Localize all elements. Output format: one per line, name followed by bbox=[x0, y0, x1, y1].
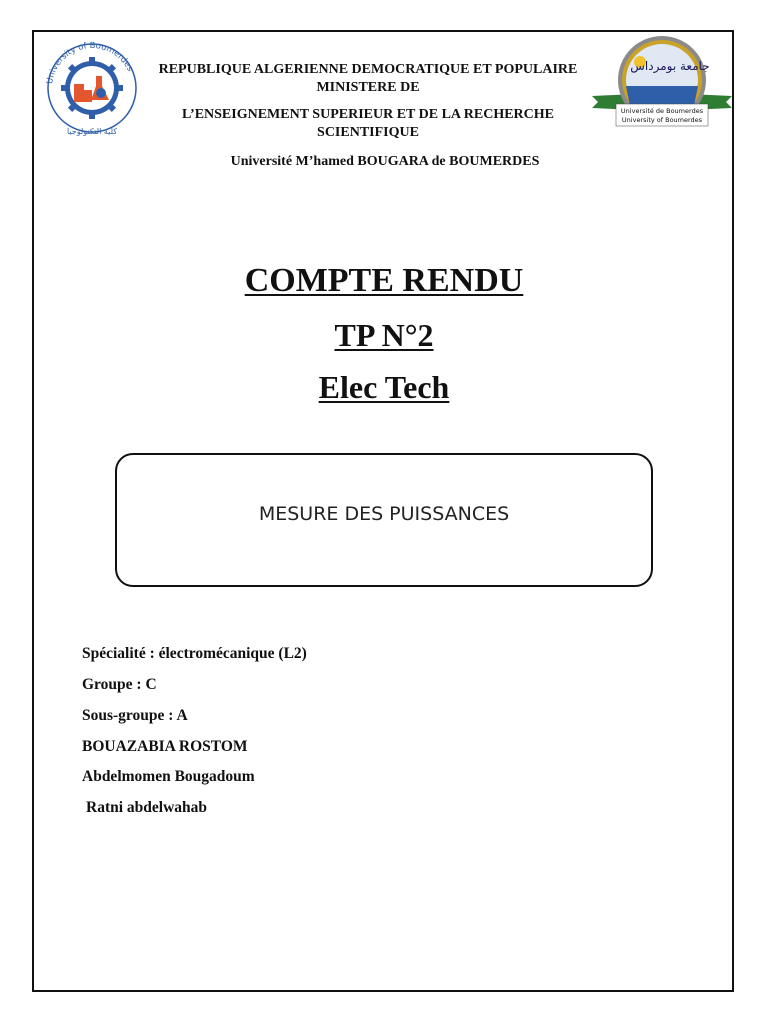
info-specialty: Spécialité : électromécanique (L2) bbox=[82, 645, 307, 662]
subject-title: MESURE DES PUISSANCES bbox=[258, 503, 510, 525]
student-name-2: Abdelmomen Bougadoum bbox=[82, 768, 255, 785]
student-name-3: Ratni abdelwahab bbox=[86, 799, 208, 816]
faculty-logo bbox=[38, 34, 146, 142]
report-title: COMPTE RENDU bbox=[244, 262, 524, 299]
logo-line-1: Université de Boumerdes bbox=[620, 107, 704, 115]
university-emblem-icon bbox=[590, 34, 734, 134]
logo-line-2: University of Boumerdes bbox=[621, 116, 703, 124]
subject-box bbox=[115, 453, 653, 587]
faculty-emblem-icon bbox=[38, 34, 146, 142]
header-university: Université M’hamed BOUGARA de BOUMERDES bbox=[230, 154, 540, 169]
module-name: Elec Tech bbox=[318, 369, 450, 405]
info-subgroup: Sous-groupe : A bbox=[82, 707, 188, 724]
header-republic: REPUBLIQUE ALGERIENNE DEMOCRATIQUE ET POPULAIRE MINISTERE DE bbox=[158, 62, 578, 95]
info-group: Groupe : C bbox=[82, 676, 157, 693]
header-ministry: L’ENSEIGNEMENT SUPERIEUR ET DE LA RECHERCHE SCIENTIFIQUE bbox=[181, 107, 554, 140]
university-logo bbox=[590, 34, 734, 134]
logo-arabic-name: جامعة بومرداس bbox=[630, 59, 710, 73]
logo-ring-text-left: University of Boumerdes bbox=[45, 40, 135, 85]
logo-ring-text-bottom: كلية التكنولوجيا bbox=[66, 127, 118, 136]
student-name-1: BOUAZABIA ROSTOM bbox=[82, 738, 248, 755]
tp-number: TP N°2 bbox=[334, 317, 434, 353]
